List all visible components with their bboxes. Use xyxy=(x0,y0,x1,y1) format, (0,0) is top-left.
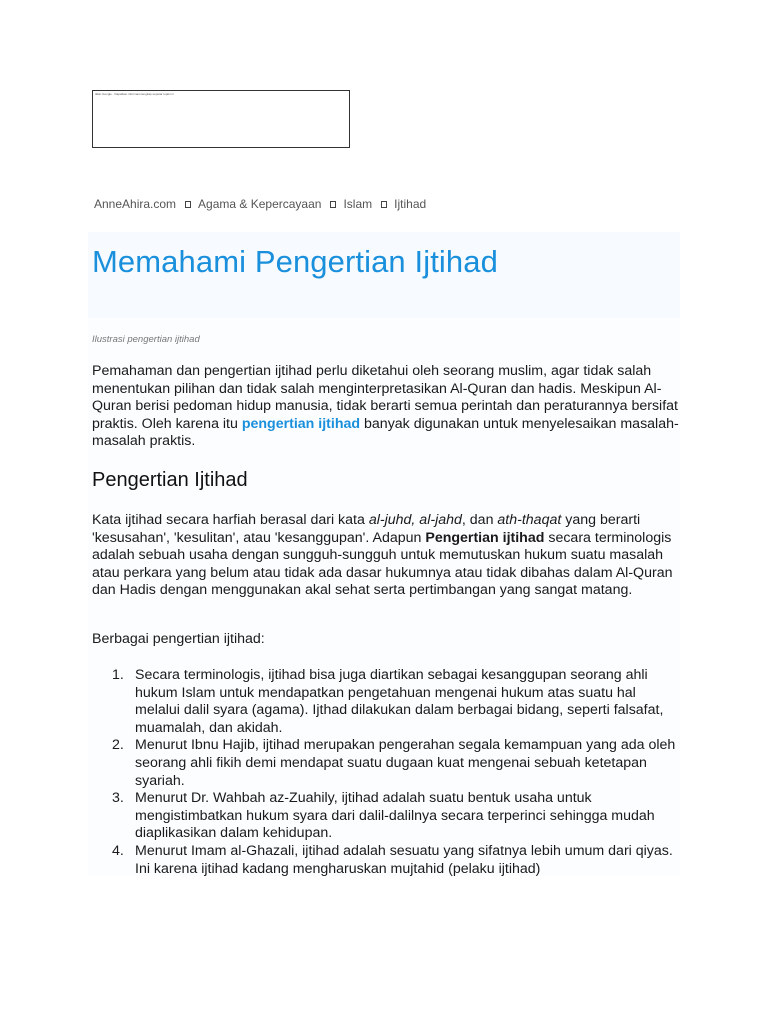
image-caption: Ilustrasi pengertian ijtihad xyxy=(92,334,200,345)
list-item xyxy=(92,737,683,790)
list-item xyxy=(92,843,683,878)
intro-text-after: banyak digunakan untuk menyelesaikan masalah-masalah praktis. xyxy=(92,415,679,450)
definition-paragraph xyxy=(92,512,684,600)
list-item-text: Menurut Dr. Wahbah az-Zuahily, ijtihad adalah suatu bentuk usaha untuk mengistimbatkan hukum syara dari dalil-dalilnya secara terperinci sehingga mudah diaplikasikan dalam kehidupan. xyxy=(135,790,655,842)
list-item-number: 1. xyxy=(112,667,124,683)
list-intro: Berbagai pengertian ijtihad: xyxy=(92,631,265,647)
definition-text-3: yang berarti 'kesusahan', 'kesulitan', atau 'kesanggupan'. Adapun xyxy=(92,512,641,546)
list-item-number: 2. xyxy=(112,737,124,754)
ad-banner[interactable] xyxy=(92,90,350,148)
list-item xyxy=(92,790,683,843)
definition-bold-term: Pengertian ijtihad xyxy=(425,529,545,546)
section-heading: Pengertian Ijtihad xyxy=(92,469,248,491)
breadcrumb-subcategory-link[interactable]: Islam xyxy=(343,197,373,211)
breadcrumb-home-link[interactable]: AnneAhira.com xyxy=(94,197,177,211)
pengertian-ijtihad-link[interactable]: pengertian ijtihad xyxy=(241,415,361,432)
definition-text-2: , dan xyxy=(461,512,498,528)
list-item-number: 4. xyxy=(112,842,124,859)
breadcrumb-current-link[interactable]: Ijtihad xyxy=(394,197,427,211)
definition-text-4: secara terminologis adalah sebuah usaha dengan sungguh-sungguh untuk memutuskan hukum suatu masalah atau perkara yang belum atau tidak ada dasar hukumnya atau tidak dibahas dalam Al-Quran dan Hadis dengan menggunakan akal sehat serta pertimbangan yang sangat matang. xyxy=(92,529,673,599)
intro-text-before: Pemahaman dan pengertian ijtihad perlu diketahui oleh seorang muslim, agar tidak salah menentukan pilihan dan tidak salah menginterpretasikan Al-Quran dan hadis. Meskipun Al-Quran berisi pedoman hidup manusia, tidak berarti semua perintah dan peraturannya bersifat praktis. Oleh karena itu xyxy=(92,363,678,432)
definition-text-1: Kata ijtihad secara harfiah berasal dari kata xyxy=(92,512,369,528)
intro-paragraph xyxy=(92,363,684,451)
list-item-text: Secara terminologis, ijtihad bisa juga diartikan sebagai kesanggupan seorang ahli hukum Islam untuk mendapatkan pengetahuan mengenai hukum atas suatu hal melalui dalil syara (agama). Ijthad dilakukan dalam berbagai bidang, seperti falsafat, muamalah, dan akidah. xyxy=(135,667,664,736)
definition-term-2: ath-thaqat xyxy=(497,512,562,528)
definition-term-1: al-juhd, al-jahd xyxy=(368,512,462,528)
list-item-text: Menurut Imam al-Ghazali, ijtihad adalah sesuatu yang sifatnya lebih umum dari qiyas. Ini karena ijtihad kadang mengharuskan mujtahid (pelaku ijtihad) xyxy=(135,842,673,877)
breadcrumb-category-link[interactable]: Agama & Kepercayaan xyxy=(198,197,322,211)
breadcrumb-separator-icon xyxy=(330,201,336,208)
list-item-text: Menurut Ibnu Hajib, ijtihad merupakan pengerahan segala kemampuan yang ada oleh seorang ahli fikih demi mendapat suatu dugaan kuat mengenai sebuah ketetapan syariah. xyxy=(135,737,676,789)
breadcrumb-separator-icon xyxy=(185,201,191,208)
list-item-number: 3. xyxy=(112,790,124,807)
page-title: Memahami Pengertian Ijtihad xyxy=(92,244,498,279)
list-item xyxy=(92,667,683,737)
breadcrumb-separator-icon xyxy=(381,201,387,208)
definitions-list xyxy=(92,667,684,878)
breadcrumb xyxy=(94,197,426,211)
ad-text: Iklan Google · Dapatkan informasi lengkap seputar topik ini xyxy=(95,92,174,96)
